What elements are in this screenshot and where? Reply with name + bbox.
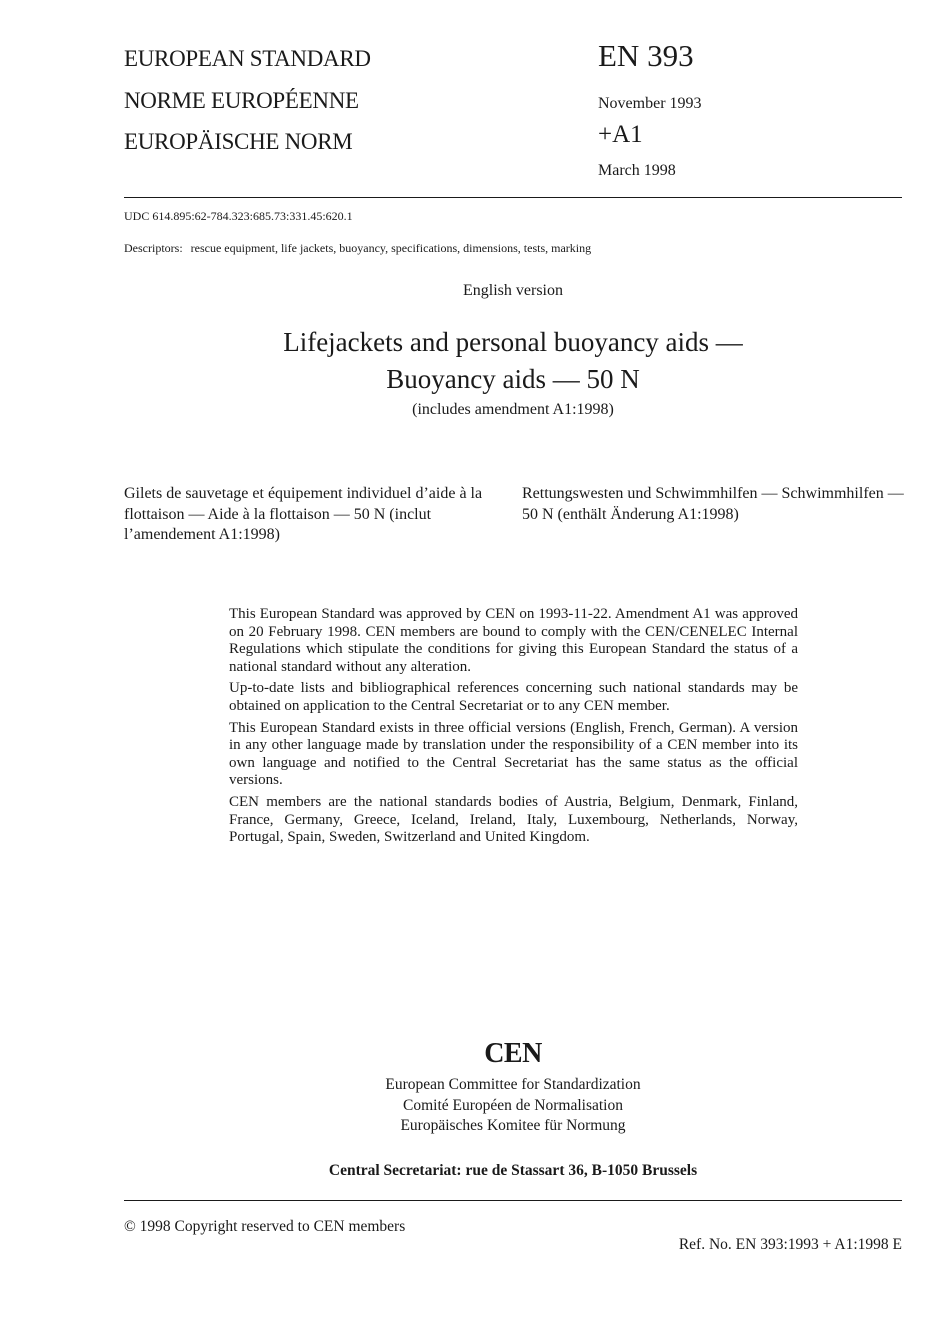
- descriptors-label: Descriptors:: [124, 241, 183, 255]
- document-title-line2: Buoyancy aids — 50 N: [386, 364, 640, 394]
- udc-code: UDC 614.895:62-784.323:685.73:331.45:620.1: [124, 209, 353, 223]
- references-paragraph: Up-to-date lists and bibliographical references concerning such national standards may be obtained on application to the Central Secretariat or to any CEN member.: [229, 680, 798, 714]
- org-name-french: Comité Européen de Normalisation: [403, 1097, 623, 1114]
- copyright-notice: © 1998 Copyright reserved to CEN members: [124, 1218, 406, 1235]
- french-title: Gilets de sauvetage et équipement individuel d’aide à la flottaison — Aide à la flottaison — 50 N (inclut l’amendement A1:1998): [124, 485, 483, 543]
- german-title: Rettungswesten und Schwimmhilfen — Schwimmhilfen — 50 N (enthält Änderung A1:1998): [522, 485, 904, 523]
- amendment-label: +A1: [598, 121, 643, 148]
- language-version: English version: [463, 282, 563, 299]
- org-name-german: Europäisches Komitee für Normung: [400, 1117, 626, 1134]
- document-title-line1: Lifejackets and personal buoyancy aids —: [283, 327, 743, 357]
- designation-english: EUROPEAN STANDARD: [124, 46, 371, 71]
- members-paragraph: CEN members are the national standards bodies of Austria, Belgium, Denmark, Finland, France, Germany, Greece, Iceland, Ireland, Italy, Luxembourg, Netherlands, Norway, Portugal, Spain, Sweden, Switzerland and United Kingdom.: [229, 793, 798, 846]
- standard-number: EN 393: [598, 38, 694, 73]
- designation-german: EUROPÄISCHE NORM: [124, 129, 353, 154]
- approval-paragraph: This European Standard was approved by CEN on 1993-11-22. Amendment A1 was approved on 20 February 1998. CEN members are bound to comply with the CEN/CENELEC Internal Regulations which stipulate the conditions for giving this European Standard the status of a national standard without any alteration.: [229, 606, 798, 675]
- footer-divider: [124, 1200, 902, 1201]
- central-secretariat-address: Central Secretariat: rue de Stassart 36, B-1050 Brussels: [328, 1162, 698, 1179]
- versions-paragraph: This European Standard exists in three official versions (English, French, German). A version in any other language made by translation under the responsibility of a CEN member into its own language and notified to the Central Secretariat has the same status as the official versions.: [229, 719, 798, 789]
- publication-date: November 1993: [598, 95, 702, 112]
- descriptors-list: rescue equipment, life jackets, buoyancy, specifications, dimensions, tests, marking: [190, 241, 592, 255]
- amendment-date: March 1998: [598, 162, 676, 179]
- amendment-note: (includes amendment A1:1998): [412, 401, 614, 418]
- reference-number: Ref. No. EN 393:1993 + A1:1998 E: [678, 1236, 902, 1253]
- org-name-english: European Committee for Standardization: [385, 1076, 641, 1093]
- approval-statement: [229, 606, 798, 851]
- header-divider: [124, 197, 902, 198]
- cen-logo-text: CEN: [484, 1038, 542, 1069]
- descriptors: [124, 241, 591, 256]
- designation-french: NORME EUROPÉENNE: [124, 88, 359, 113]
